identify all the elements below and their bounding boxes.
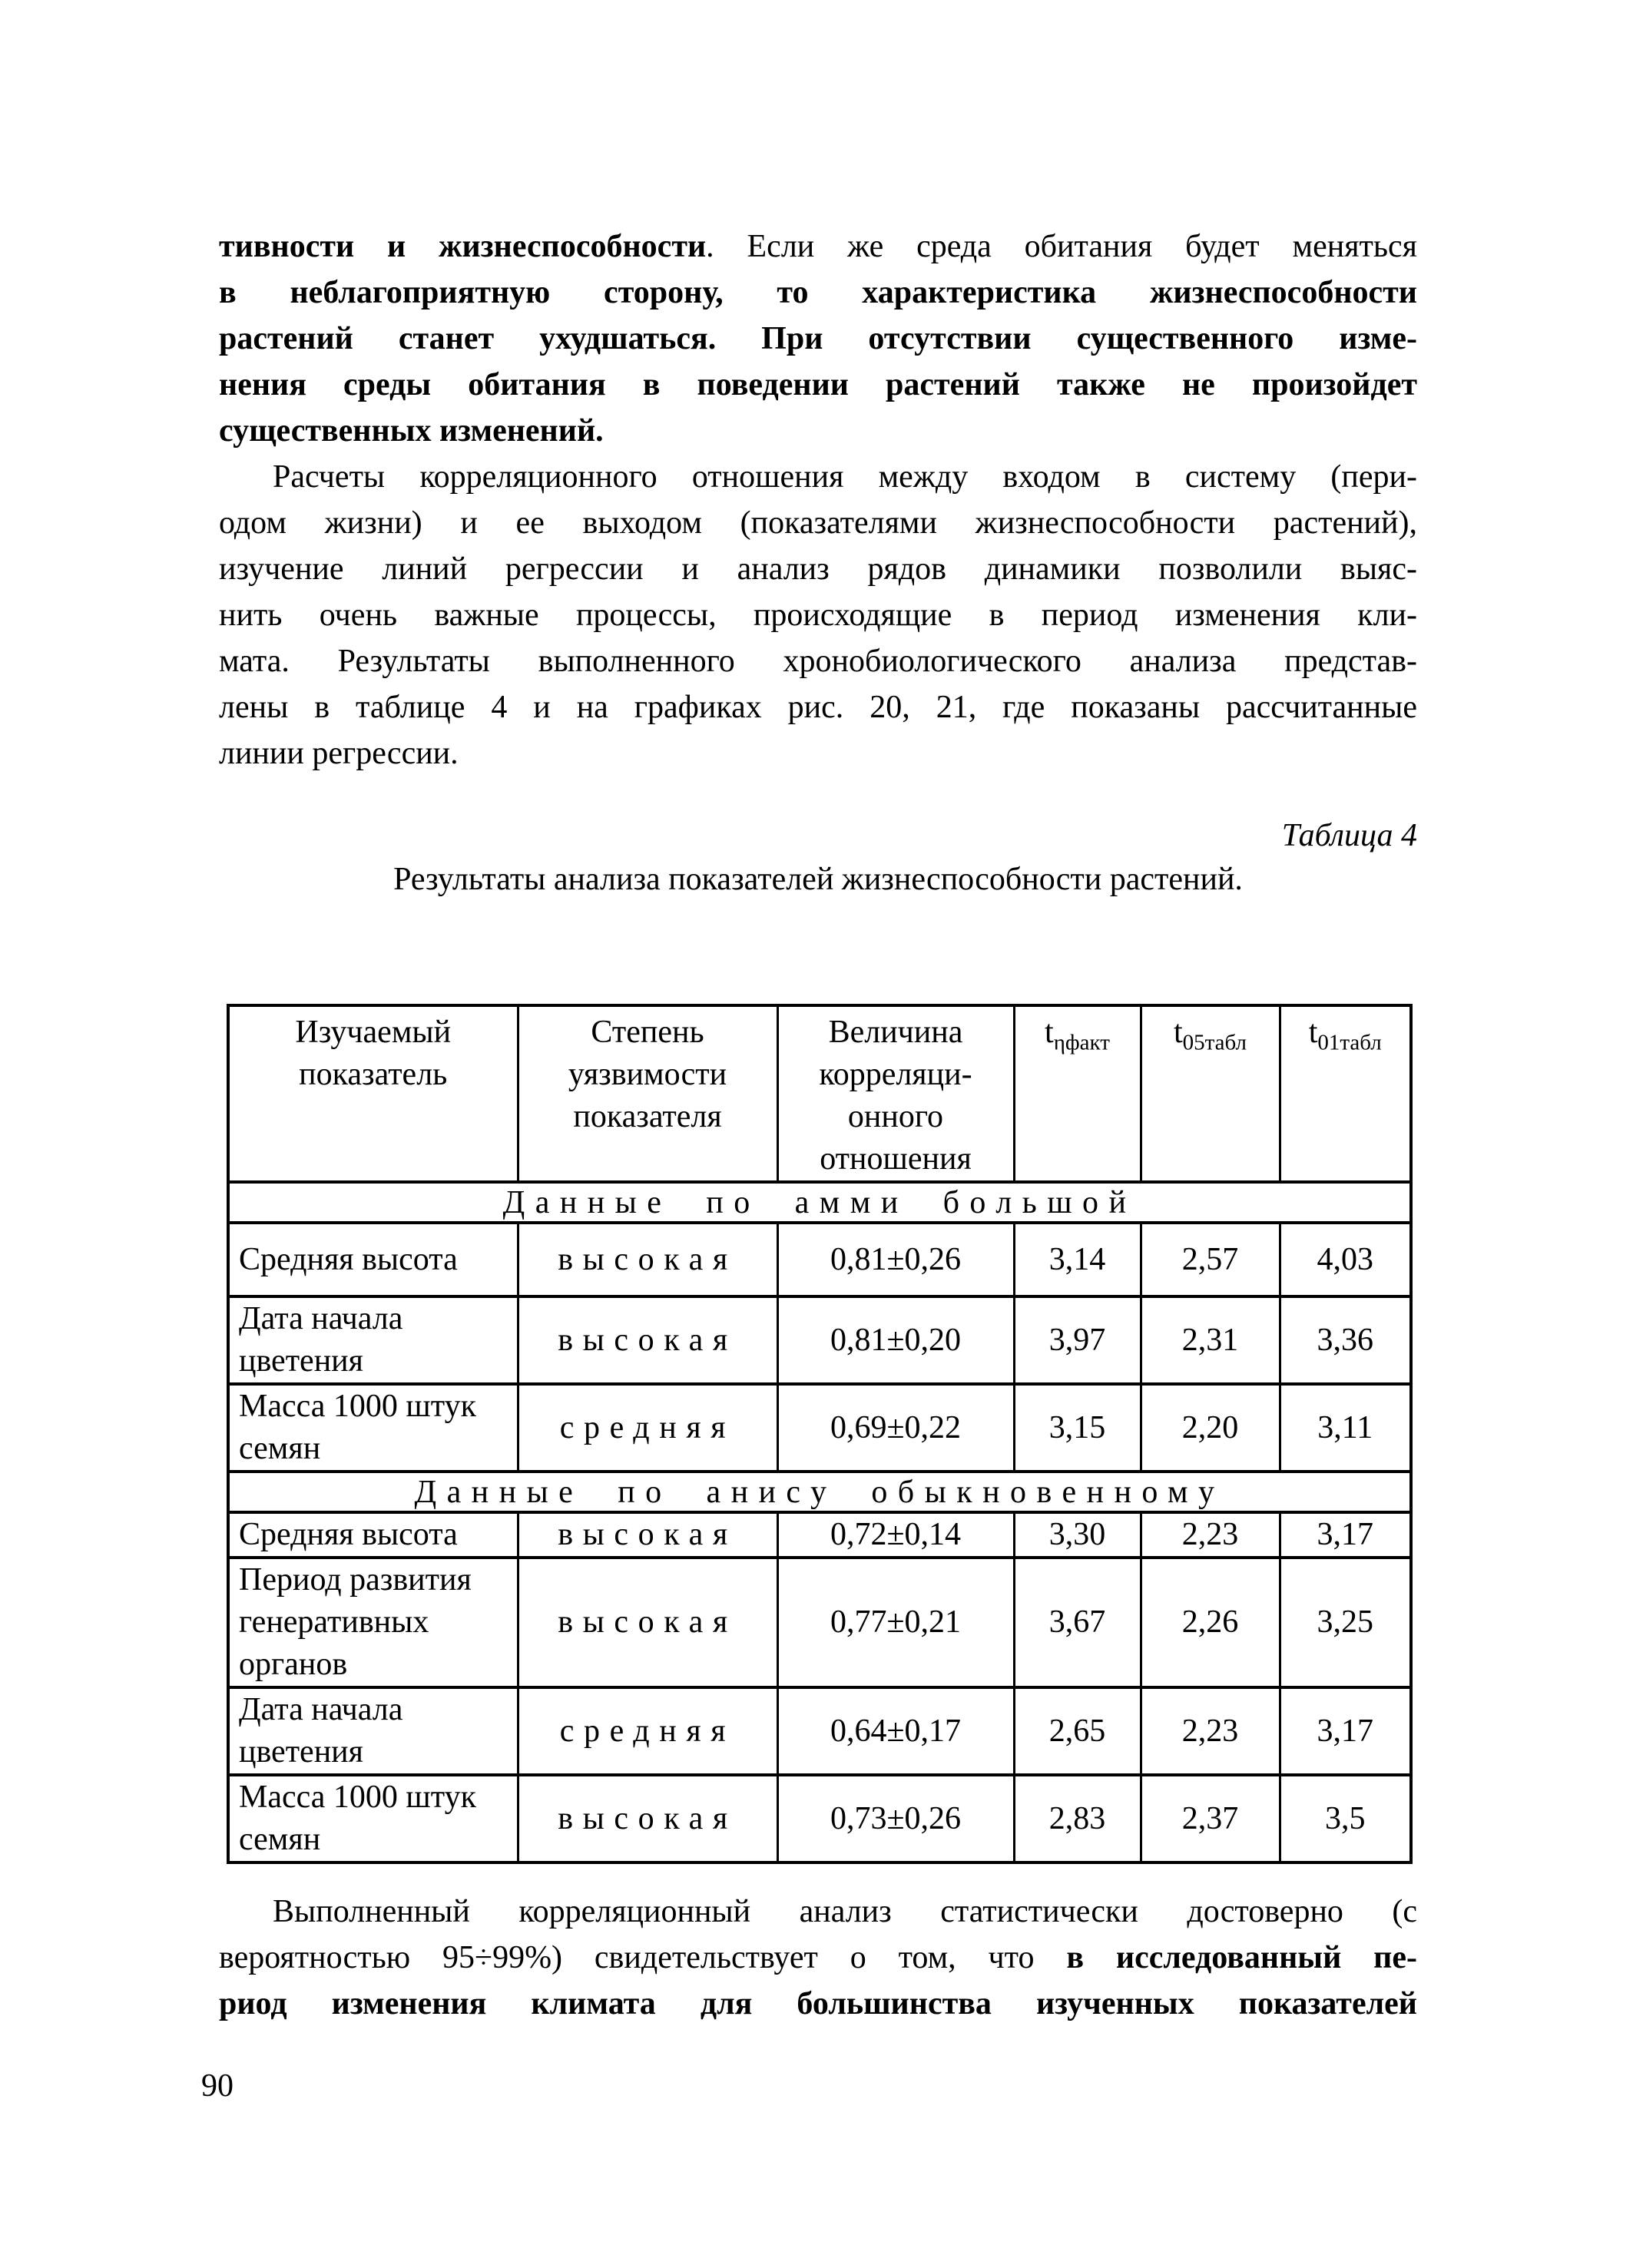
cell-t-fact: 3,30 — [1014, 1512, 1141, 1558]
cell-vulnerability: высокая — [518, 1558, 777, 1687]
cell-t05: 2,26 — [1141, 1558, 1280, 1687]
cell-vulnerability: высокая — [518, 1512, 777, 1558]
header-line: показатель — [299, 1057, 448, 1092]
text-run-bold: в исследованный пе- — [1066, 1940, 1417, 1975]
header-t05 — [1141, 1005, 1280, 1182]
cell-t-fact: 3,67 — [1014, 1558, 1141, 1687]
table-title: Результаты анализа показателей жизнеспособности растений. — [393, 862, 1243, 897]
header-line: отношения — [820, 1141, 972, 1177]
cell-t05: 2,20 — [1141, 1384, 1280, 1472]
cell-t-fact: 3,97 — [1014, 1296, 1141, 1384]
cell-indicator: Масса 1000 штук семян — [228, 1384, 518, 1472]
cell-vulnerability: высокая — [518, 1296, 777, 1384]
cell-indicator: Дата начала цветения — [228, 1296, 518, 1384]
cell-t-fact: 3,14 — [1014, 1223, 1141, 1296]
cell-indicator: Средняя высота — [228, 1512, 518, 1558]
cell-t05: 2,37 — [1141, 1775, 1280, 1862]
cell-t01: 3,5 — [1280, 1775, 1411, 1862]
table-row — [228, 1512, 1411, 1558]
cell-t01: 3,17 — [1280, 1512, 1411, 1558]
paragraph-line: одом жизни) и ее выходом (показателями жизнеспособности растений), — [219, 505, 1417, 541]
paragraph-line: лены в таблице 4 и на графиках рис. 20, 21, где показаны рассчитанные — [219, 690, 1417, 725]
header-line: корреляци- — [819, 1057, 972, 1092]
header-line: Степень — [591, 1015, 704, 1050]
table-row — [228, 1296, 1411, 1384]
paragraph-line: нения среды обитания в поведении растений также не произойдет — [219, 367, 1417, 402]
cell-t01: 3,36 — [1280, 1296, 1411, 1384]
t-symbol: t — [1045, 1015, 1054, 1050]
table-header-row — [228, 1005, 1411, 1182]
paragraph-line: растений станет ухудшаться. При отсутствии существенного изме- — [219, 321, 1417, 356]
section-title: Данные по анису обыкновенному — [228, 1472, 1411, 1512]
cell-t01: 4,03 — [1280, 1223, 1411, 1296]
header-line: показателя — [573, 1099, 722, 1134]
header-vulnerability — [518, 1005, 777, 1182]
cell-t05: 2,57 — [1141, 1223, 1280, 1296]
table-row — [228, 1223, 1411, 1296]
cell-correlation: 0,81±0,20 — [777, 1296, 1014, 1384]
section-title: Данные по амми большой — [228, 1182, 1411, 1223]
cell-t-fact: 2,83 — [1014, 1775, 1141, 1862]
paragraph-line — [219, 223, 1417, 270]
table-row — [228, 1558, 1411, 1687]
paragraph-line: в неблагоприятную сторону, то характеристика жизнеспособности — [219, 275, 1417, 310]
paragraph-line: риод изменения климата для большинства изученных показателей — [219, 1986, 1417, 2021]
paragraph-line: изучение линий регрессии и анализ рядов динамики позволили выяс- — [219, 551, 1417, 587]
table-row — [228, 1687, 1411, 1775]
results-table — [227, 1004, 1413, 1864]
paragraph-line: Выполненный корреляционный анализ статистически достоверно (с — [273, 1894, 1417, 1929]
cell-indicator: Период развития генеративных органов — [228, 1558, 518, 1687]
cell-t-fact: 2,65 — [1014, 1687, 1141, 1775]
t-subscript: 05табл — [1182, 1030, 1247, 1055]
cell-indicator: Дата начала цветения — [228, 1687, 518, 1775]
header-line: Изучаемый — [295, 1015, 452, 1050]
text-run: вероятностью 95÷99%) свидетельствует о том, что — [219, 1940, 1067, 1975]
paragraph-calculations — [219, 454, 1417, 776]
cell-t05: 2,31 — [1141, 1296, 1280, 1384]
table-caption: Таблица 4 — [1281, 818, 1417, 853]
header-indicator — [228, 1005, 518, 1182]
cell-t01: 3,17 — [1280, 1687, 1411, 1775]
cell-correlation: 0,64±0,17 — [777, 1687, 1014, 1775]
t-symbol: t — [1308, 1015, 1318, 1050]
header-correlation — [777, 1005, 1014, 1182]
paragraph-line: Расчеты корреляционного отношения между входом в систему (пери- — [273, 459, 1417, 495]
cell-vulnerability: средняя — [518, 1384, 777, 1472]
cell-indicator: Средняя высота — [228, 1223, 518, 1296]
cell-t05: 2,23 — [1141, 1512, 1280, 1558]
paragraph-line: нить очень важные процессы, происходящие в период изменения кли- — [219, 598, 1417, 633]
t-symbol: t — [1173, 1015, 1183, 1050]
paragraph-line: мата. Результаты выполненного хронобиологического анализа представ- — [219, 644, 1417, 679]
paragraph-conclusion — [219, 1889, 1417, 2027]
text-run: . Если же среда обитания будет меняться — [706, 229, 1418, 264]
header-t01 — [1280, 1005, 1411, 1182]
paragraph-line — [219, 1935, 1417, 1981]
cell-t01: 3,25 — [1280, 1558, 1411, 1687]
header-line: Величина — [828, 1015, 963, 1050]
t-subscript: 01табл — [1317, 1030, 1382, 1055]
table-row — [228, 1775, 1411, 1862]
page-number: 90 — [201, 2068, 234, 2104]
section-row-anis — [228, 1472, 1411, 1512]
cell-t-fact: 3,15 — [1014, 1384, 1141, 1472]
paragraph-intro — [219, 223, 1417, 454]
paragraph-line: линии регрессии. — [219, 736, 459, 771]
table-row — [228, 1384, 1411, 1472]
paragraph-line: существенных изменений. — [219, 413, 604, 449]
header-t-fact — [1014, 1005, 1141, 1182]
cell-correlation: 0,73±0,26 — [777, 1775, 1014, 1862]
cell-vulnerability: средняя — [518, 1687, 777, 1775]
cell-correlation: 0,69±0,22 — [777, 1384, 1014, 1472]
section-row-ammi — [228, 1182, 1411, 1223]
header-line: онного — [847, 1099, 944, 1134]
cell-vulnerability: высокая — [518, 1775, 777, 1862]
t-subscript: ηфакт — [1053, 1030, 1110, 1055]
text-run-bold: тивности и жизнеспособности — [219, 229, 707, 264]
header-line: уязвимости — [568, 1057, 727, 1092]
cell-t05: 2,23 — [1141, 1687, 1280, 1775]
cell-indicator: Масса 1000 штук семян — [228, 1775, 518, 1862]
cell-correlation: 0,72±0,14 — [777, 1512, 1014, 1558]
cell-t01: 3,11 — [1280, 1384, 1411, 1472]
cell-correlation: 0,81±0,26 — [777, 1223, 1014, 1296]
cell-vulnerability: высокая — [518, 1223, 777, 1296]
cell-correlation: 0,77±0,21 — [777, 1558, 1014, 1687]
